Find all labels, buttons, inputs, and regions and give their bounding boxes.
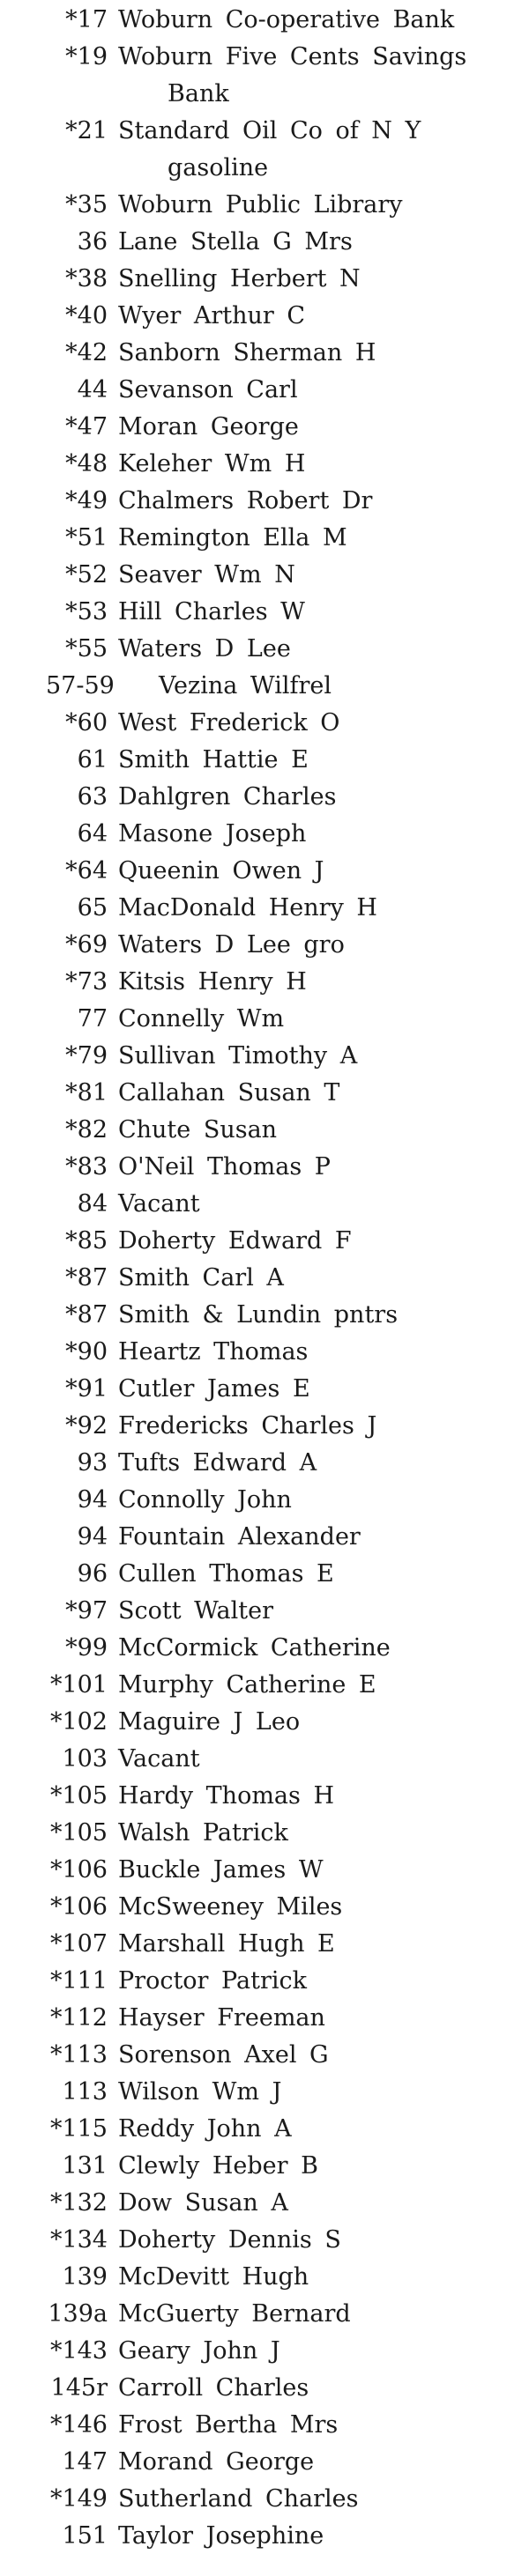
resident-name: [118, 113, 525, 187]
directory-entry: [0, 261, 529, 298]
directory-entry: [0, 1223, 529, 1260]
directory-entry: [0, 2148, 529, 2185]
resident-name: [118, 2259, 525, 2296]
directory-entry: [0, 1149, 529, 1186]
house-number: *52: [65, 561, 108, 588]
directory-entry: [0, 113, 529, 187]
house-number: 65: [77, 894, 108, 922]
house-number: *69: [65, 931, 108, 959]
resident-name: [118, 705, 525, 742]
resident-name-text: McSweeney Miles: [118, 1893, 343, 1921]
directory-entry: [0, 1519, 529, 1556]
resident-name: [118, 2518, 525, 2555]
resident-name: [118, 1408, 525, 1445]
resident-name: [118, 1667, 525, 1704]
house-number: *38: [65, 265, 108, 292]
house-number: *102: [49, 1708, 108, 1736]
resident-name-text: Reddy John A: [118, 2115, 292, 2143]
directory-entry: [0, 2259, 529, 2296]
house-number: *42: [65, 339, 108, 366]
resident-name-text: Marshall Hugh E: [118, 1930, 335, 1958]
directory-entry: [0, 816, 529, 853]
resident-name-text: Frost Bertha Mrs: [118, 2411, 339, 2439]
resident-name: [118, 1260, 525, 1297]
resident-name-text: Standard Oil Co of N Y: [118, 117, 421, 144]
house-number: *60: [65, 709, 108, 737]
resident-name-text: Doherty Dennis S: [118, 2226, 341, 2254]
house-number: 94: [77, 1486, 108, 1514]
resident-name: [118, 964, 525, 1001]
resident-name-text: Sevanson Carl: [118, 376, 298, 403]
house-number: *105: [49, 1782, 108, 1810]
house-number: *48: [65, 450, 108, 477]
resident-name: [118, 2444, 525, 2481]
resident-name-text: Dahlgren Charles: [118, 783, 337, 811]
resident-name: [118, 1741, 525, 1778]
resident-name-text: Sorenson Axel G: [118, 2041, 329, 2069]
directory-entry: [0, 372, 529, 409]
resident-name: [118, 2148, 525, 2185]
house-number: *19: [65, 43, 108, 70]
resident-name-text: MacDonald Henry H: [118, 894, 377, 922]
resident-name: [118, 2296, 525, 2333]
house-number: 84: [77, 1190, 108, 1218]
resident-name-text: Cutler James E: [118, 1375, 310, 1403]
resident-name: [118, 2333, 525, 2370]
resident-name-text: Lane Stella G Mrs: [118, 228, 353, 255]
directory-entry: [0, 1260, 529, 1297]
resident-name: [118, 224, 525, 261]
directory-entry: [0, 2370, 529, 2407]
resident-name-text: Waters D Lee gro: [118, 931, 345, 959]
directory-entry: [0, 2222, 529, 2259]
resident-name: [118, 816, 525, 853]
resident-name: [118, 631, 525, 668]
resident-name-text: Hill Charles W: [118, 598, 305, 625]
house-number: 77: [77, 1005, 108, 1033]
resident-name-text: McCormick Catherine: [118, 1634, 391, 1662]
directory-entry: [0, 1778, 529, 1815]
resident-name: [118, 742, 525, 779]
resident-name: [118, 557, 525, 594]
resident-name: [118, 446, 525, 483]
resident-name: [118, 298, 525, 335]
directory-entry: [0, 1556, 529, 1593]
resident-name-text: Callahan Susan T: [118, 1079, 340, 1107]
resident-name: [118, 1593, 525, 1630]
resident-name-text: Clewly Heber B: [118, 2152, 318, 2180]
house-number: *106: [49, 1893, 108, 1921]
house-number: *79: [65, 1042, 108, 1070]
house-number: 131: [62, 2152, 108, 2180]
resident-name-text: Dow Susan A: [118, 2189, 288, 2217]
directory-entry: [0, 964, 529, 1001]
directory-entry: [0, 927, 529, 964]
resident-name-text: Buckle James W: [118, 1856, 324, 1884]
resident-name-text: Scott Walter: [118, 1597, 274, 1625]
house-number: *73: [65, 968, 108, 996]
directory-entry: [0, 2, 529, 39]
resident-name-text: Remington Ella M: [118, 524, 347, 551]
resident-name-text: Walsh Patrick: [118, 1819, 288, 1847]
resident-name: [118, 2370, 525, 2407]
house-number: *17: [65, 6, 108, 33]
house-number: *92: [65, 1412, 108, 1440]
directory-entry: [0, 1075, 529, 1112]
resident-name: [118, 1556, 525, 1593]
house-number: 151: [62, 2522, 108, 2550]
directory-entry: [0, 298, 529, 335]
house-number: *81: [65, 1079, 108, 1107]
resident-name: [118, 1075, 525, 1112]
house-number: *55: [65, 635, 108, 663]
resident-name-text: Maguire J Leo: [118, 1708, 301, 1736]
resident-name: [118, 1297, 525, 1334]
directory-entry: [0, 1001, 529, 1038]
directory-entry: [0, 2000, 529, 2037]
resident-name: [118, 1815, 525, 1852]
directory-entry: [0, 1112, 529, 1149]
house-number: *40: [65, 302, 108, 329]
house-number: *91: [65, 1375, 108, 1403]
directory-entry: [0, 1593, 529, 1630]
resident-name-text: Sanborn Sherman H: [118, 339, 376, 366]
resident-name-text: Carroll Charles: [118, 2374, 309, 2402]
resident-name: [118, 2037, 525, 2074]
directory-entry: [0, 2296, 529, 2333]
resident-name-text: Geary John J: [118, 2337, 280, 2365]
directory-entry: [0, 1038, 529, 1075]
resident-name-text: Tufts Edward A: [118, 1449, 317, 1477]
resident-name: [118, 1889, 525, 1926]
directory-entry: [0, 1815, 529, 1852]
resident-name-text: Masone Joseph: [118, 820, 307, 848]
house-number: 94: [77, 1523, 108, 1551]
house-number: *49: [65, 487, 108, 514]
house-number: *115: [49, 2115, 108, 2143]
house-number: *97: [65, 1597, 108, 1625]
house-number: *82: [65, 1116, 108, 1144]
resident-name: [118, 483, 525, 520]
resident-name: [118, 1926, 525, 1963]
resident-name-text: Seaver Wm N: [118, 561, 295, 588]
directory-entry: [0, 2074, 529, 2111]
resident-name: [118, 1186, 525, 1223]
resident-name: [118, 1445, 525, 1482]
directory-entry: [0, 1371, 529, 1408]
house-number: 57-59: [46, 672, 115, 700]
house-number: 36: [77, 228, 108, 255]
directory-entry: [0, 1926, 529, 1963]
resident-name-text: Connelly Wm: [118, 1005, 285, 1033]
resident-name: [159, 668, 529, 705]
house-number: 96: [77, 1560, 108, 1588]
directory-entry: [0, 1704, 529, 1741]
resident-name-text: Waters D Lee: [118, 635, 291, 663]
house-number: *134: [49, 2226, 108, 2254]
directory-entry: [0, 39, 529, 113]
house-number: 103: [62, 1745, 108, 1773]
resident-name-text: Murphy Catherine E: [118, 1671, 376, 1699]
directory-entry: [0, 668, 529, 705]
resident-name-text: Kitsis Henry H: [118, 968, 307, 996]
house-number: *87: [65, 1264, 108, 1292]
house-number: *111: [49, 1967, 108, 1995]
house-number: *107: [49, 1930, 108, 1958]
directory-entry: [0, 187, 529, 224]
resident-name: [118, 779, 525, 816]
resident-name: [118, 1371, 525, 1408]
resident-name: [118, 2, 525, 39]
resident-name: [118, 1519, 525, 1556]
directory-entry: [0, 1667, 529, 1704]
directory-entry: [0, 2111, 529, 2148]
directory-entry: [0, 1186, 529, 1223]
directory-entry: [0, 2481, 529, 2518]
resident-name: [118, 1334, 525, 1371]
house-number: 61: [77, 746, 108, 774]
house-number: 44: [77, 376, 108, 403]
resident-name: [118, 1149, 525, 1186]
house-number: *99: [65, 1634, 108, 1662]
directory-entry: [0, 631, 529, 668]
house-number: *87: [65, 1301, 108, 1329]
directory-entry: [0, 1334, 529, 1371]
resident-name: [118, 261, 525, 298]
resident-name: [118, 187, 525, 224]
resident-name-text: Proctor Patrick: [118, 1967, 307, 1995]
resident-name-text: Smith Carl A: [118, 1264, 284, 1292]
resident-name: [118, 372, 525, 409]
resident-name: [118, 409, 525, 446]
resident-name-text: Vezina Wilfrel: [159, 672, 332, 700]
resident-name-text: Connolly John: [118, 1486, 292, 1514]
house-number: *64: [65, 857, 108, 885]
resident-name-text: McGuerty Bernard: [118, 2300, 351, 2328]
resident-name-text: Cullen Thomas E: [118, 1560, 334, 1588]
house-number: *106: [49, 1856, 108, 1884]
resident-name: [118, 2111, 525, 2148]
resident-name-text: Fredericks Charles J: [118, 1412, 377, 1440]
resident-name-text: Hayser Freeman: [118, 2004, 325, 2032]
house-number: *90: [65, 1338, 108, 1366]
resident-name: [118, 927, 525, 964]
resident-name: [118, 1778, 525, 1815]
house-number: *112: [49, 2004, 108, 2032]
resident-name-text: Sullivan Timothy A: [118, 1042, 358, 1070]
directory-entry: [0, 520, 529, 557]
directory-entry: [0, 742, 529, 779]
resident-name-text: Fountain Alexander: [118, 1523, 361, 1551]
house-number: *149: [49, 2485, 108, 2513]
directory-entry: [0, 1963, 529, 2000]
directory-entry: [0, 2444, 529, 2481]
resident-name: [118, 1223, 525, 1260]
resident-name-text: Taylor Josephine: [118, 2522, 324, 2550]
directory-entry: [0, 2037, 529, 2074]
resident-name: [118, 2222, 525, 2259]
house-number: 93: [77, 1449, 108, 1477]
directory-entry: [0, 2518, 529, 2555]
resident-name-continuation: Bank: [168, 80, 229, 107]
directory-entry: [0, 409, 529, 446]
resident-name-text: Vacant: [118, 1190, 200, 1218]
house-number: *113: [49, 2041, 108, 2069]
resident-name-text: Snelling Herbert N: [118, 265, 361, 292]
resident-name: [118, 1852, 525, 1889]
house-number: *143: [49, 2337, 108, 2365]
directory-entry: [0, 446, 529, 483]
resident-name: [118, 2407, 525, 2444]
resident-name: [118, 1704, 525, 1741]
directory-entry: [0, 1630, 529, 1667]
resident-name-text: O'Neil Thomas P: [118, 1153, 331, 1181]
resident-name-text: Heartz Thomas: [118, 1338, 309, 1366]
house-number: 113: [62, 2078, 108, 2106]
directory-entry: [0, 1408, 529, 1445]
resident-name-text: Smith & Lundin pntrs: [118, 1301, 399, 1329]
resident-name-text: Doherty Edward F: [118, 1227, 352, 1255]
house-number: *21: [65, 117, 108, 144]
house-number: 64: [77, 820, 108, 848]
directory-entry: [0, 1889, 529, 1926]
street-directory-list: [0, 2, 529, 2555]
directory-entry: [0, 890, 529, 927]
resident-name-text: Wyer Arthur C: [118, 302, 306, 329]
house-number: *51: [65, 524, 108, 551]
house-number: *101: [49, 1671, 108, 1699]
resident-name: [118, 1001, 525, 1038]
resident-name: [118, 2000, 525, 2037]
resident-name-continuation: gasoline: [168, 154, 269, 181]
directory-entry: [0, 594, 529, 631]
house-number: *35: [65, 191, 108, 218]
resident-name-text: McDevitt Hugh: [118, 2263, 309, 2291]
resident-name-text: Keleher Wm H: [118, 450, 306, 477]
resident-name-text: Chute Susan: [118, 1116, 278, 1144]
directory-entry: [0, 2185, 529, 2222]
resident-name: [118, 594, 525, 631]
resident-name-text: Woburn Co-operative Bank: [118, 6, 455, 33]
resident-name-text: Chalmers Robert Dr: [118, 487, 373, 514]
house-number: 147: [62, 2448, 108, 2476]
resident-name: [118, 1963, 525, 2000]
house-number: *105: [49, 1819, 108, 1847]
resident-name: [118, 1630, 525, 1667]
house-number: *85: [65, 1227, 108, 1255]
resident-name: [118, 39, 525, 113]
resident-name: [118, 2074, 525, 2111]
resident-name-text: Moran George: [118, 413, 299, 440]
resident-name-text: West Frederick O: [118, 709, 340, 737]
resident-name-text: Morand George: [118, 2448, 315, 2476]
house-number: *146: [49, 2411, 108, 2439]
house-number: 139: [62, 2263, 108, 2291]
resident-name: [118, 520, 525, 557]
house-number: *83: [65, 1153, 108, 1181]
directory-entry: [0, 1445, 529, 1482]
resident-name-text: Smith Hattie E: [118, 746, 309, 774]
resident-name-text: Sutherland Charles: [118, 2485, 359, 2513]
directory-entry: [0, 557, 529, 594]
resident-name-text: Wilson Wm J: [118, 2078, 282, 2106]
house-number: *47: [65, 413, 108, 440]
house-number: 145r: [50, 2374, 108, 2402]
directory-entry: [0, 224, 529, 261]
house-number: 63: [77, 783, 108, 811]
house-number: 139a: [48, 2300, 108, 2328]
directory-entry: [0, 2333, 529, 2370]
directory-entry: [0, 853, 529, 890]
resident-name-text: Woburn Public Library: [118, 191, 403, 218]
house-number: *53: [65, 598, 108, 625]
directory-entry: [0, 2407, 529, 2444]
directory-entry: [0, 1297, 529, 1334]
house-number: *132: [49, 2189, 108, 2217]
resident-name: [118, 1038, 525, 1075]
resident-name-text: Woburn Five Cents Savings: [118, 43, 467, 70]
resident-name: [118, 335, 525, 372]
directory-entry: [0, 1741, 529, 1778]
directory-entry: [0, 335, 529, 372]
directory-entry: [0, 705, 529, 742]
resident-name: [118, 1482, 525, 1519]
directory-entry: [0, 1482, 529, 1519]
resident-name: [118, 890, 525, 927]
directory-entry: [0, 779, 529, 816]
resident-name: [118, 853, 525, 890]
resident-name-text: Queenin Owen J: [118, 857, 324, 885]
resident-name: [118, 2185, 525, 2222]
directory-entry: [0, 483, 529, 520]
resident-name-text: Vacant: [118, 1745, 200, 1773]
directory-entry: [0, 1852, 529, 1889]
resident-name: [118, 2481, 525, 2518]
resident-name-text: Hardy Thomas H: [118, 1782, 335, 1810]
resident-name: [118, 1112, 525, 1149]
